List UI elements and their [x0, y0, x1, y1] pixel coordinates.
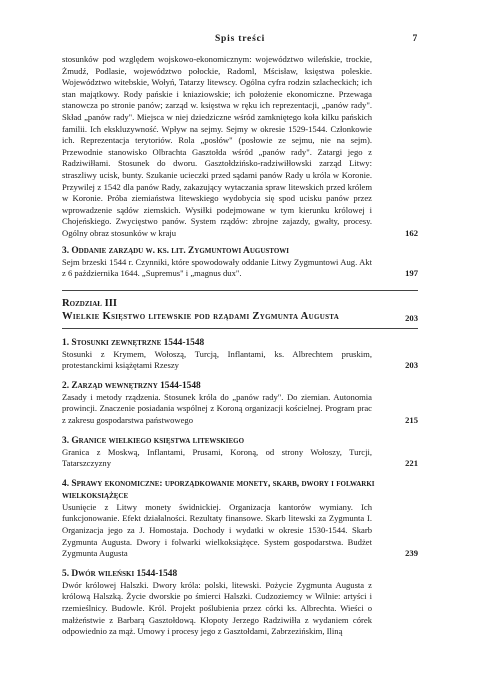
toc-section	[62, 337, 418, 372]
section-title: 3. Granice wielkiego księstwa litewskiego	[62, 435, 245, 446]
toc-section	[62, 380, 418, 427]
section-page: 203	[405, 360, 418, 371]
header-title: Spis treści	[214, 34, 266, 44]
section-body	[62, 257, 418, 280]
toc-section	[62, 435, 418, 470]
toc-section	[62, 568, 418, 638]
chapter-title: Wielkie Księstwo litewskie pod rządami Zygmunta Augusta	[62, 310, 340, 322]
section-page: 239	[405, 548, 418, 559]
section-text: Sejm brzeski 1544 r. Czynniki, które spowodowały oddanie Litwy Zygmuntowi Aug. Akt z 6 października 1644. „Supremus" i „magnus dux".	[62, 256, 372, 279]
chapter-label: Rozdział III	[62, 297, 117, 309]
toc-content	[62, 54, 418, 638]
section-text: Dwór królowej Halszki. Dwory króla: polski, litewski. Pożycie Zygmunta Augusta z królową Halszką. Życie dworskie po śmierci Halszki. Cudzoziemcy w Wilnie: artyści i rzemieślnicy. Budowle. Król. Projekt poślubienia przez córki ks. Albrechta. Wieści o małżeństwie z Barbarą Gasztołdową. Kłopoty Jerzego Radziwiłła z wydaniem córek odpowiednio za mąż. Umowy i procesy jego z Gasztołdami, Zabrzezińskim, Iliną	[62, 579, 372, 637]
toc-section	[62, 245, 418, 280]
section-title: 3. Oddanie zarządu w. ks. lit. Zygmuntowi Augustowi	[62, 245, 289, 256]
section-body	[62, 349, 418, 372]
intro-entry	[62, 54, 418, 240]
section-title: 2. Zarząd wewnętrzny 1544-1548	[62, 380, 201, 391]
intro-page: 162	[405, 227, 418, 238]
section-page: 215	[405, 415, 418, 426]
section-page: 221	[405, 458, 418, 469]
toc-section	[62, 478, 418, 560]
section-body	[62, 392, 418, 427]
section-text: Granica z Moskwą, Inflantami, Prusami, Koroną, od strony Wołoszy, Turcji, Tatarszczyzny	[62, 446, 372, 469]
section-page: 197	[405, 268, 418, 279]
section-text: Usunięcie z Litwy monety świdnickiej. Organizacja kantorów wymiany. Ich funkcjonowanie. Efekt działalności. Rezultaty finansowe. Skarb litewski za Zygmunta I. Organizacja jego za J. Homostaja. Dochody i wydatki w okresie 1530-1544. Skarb Zygmunta Augusta. Dwory i folwarki wielkoksiążęce. System gospodarstwa. Budżet Zygmunta Augusta	[62, 501, 372, 559]
section-title: 5. Dwór wileński 1544-1548	[62, 568, 178, 579]
section-title: 1. Stosunki zewnętrzne 1544-1548	[62, 337, 205, 348]
section-body	[62, 580, 418, 638]
divider	[62, 328, 418, 329]
section-body	[62, 502, 418, 560]
chapter-page: 203	[405, 312, 418, 323]
section-body	[62, 447, 418, 470]
section-text: Stosunki z Krymem, Wołoszą, Turcją, Inflantami, ks. Albrechtem pruskim, protestanckimi książętami Rzeszy	[62, 348, 372, 371]
intro-text: stosunków pod względem wojskowo-ekonomicznym: województwo wileńskie, trockie, Żmudź, Podlasie, województwo połockie, Radoml, Mścisław, księstwa poleskie. Województwo witebskie, Wołyń, Tatarzy litewscy. Ogólna cyfra rodzin szlacheckich; ich stan majątkowy. Rody pańskie i kniaziowskie; ich położenie ekonomiczne. Przewaga stanowcza po stronie panów; zarząd w. księstwa w ręku ich reprezentacji, „panów rady". Skład „panów rady". Miejsca w niej dziedziczne wśród zamkniętego koła kilku pańskich familii. Ich ekskluzywność. Wpływ na sejmy. Sejmy w okresie 1529-1544. Członkowie ich. Reprezentacja terytoriów. Rola „posłów" (posłowie ze sejmu, nie na sejm). Przewodnie stanowisko Olbrachta Gasztołda wśród „panów rady". Zatargi jego z Radziwiłłami. Stosunek do dworu. Gasztołdzińsko-radziwiłłowski zarząd Litwy: straszliwy ucisk, bunty. Szukanie ucieczki przed sądami panów Rady u króla w Koronie. Przywilej z 1542 dla panów Rady, zakazujący wytaczania spraw litewskich przed królem w Koronie. Próba ziemiaństwa litewskiego wydobycia się spod ucisku panów przez wprowadzenie sądów ziemskich. Wysiłki podejmowane w tym kierunku królowej i Chojeńskiego. Zwycięstwo panów. System rządów: zbrojne zajazdy, gwałty, procesy. Ogólny obraz stosunków w kraju	[62, 54, 372, 238]
header-page-number: 7	[412, 34, 418, 44]
chapter-heading	[62, 297, 418, 323]
divider	[62, 290, 418, 291]
section-text: Zasady i metody rządzenia. Stosunek króla do „panów rady". Do ziemian. Autonomia prowincji. Znaczenie posiadania wspólnej z Koroną organizacji kościelnej. Program prac z zakresu gospodarstwa państwowego	[62, 391, 372, 426]
section-title: 4. Sprawy ekonomiczne: uporządkowanie monety, skarb, dwory i folwarki wielkoksiążęce	[62, 478, 375, 501]
